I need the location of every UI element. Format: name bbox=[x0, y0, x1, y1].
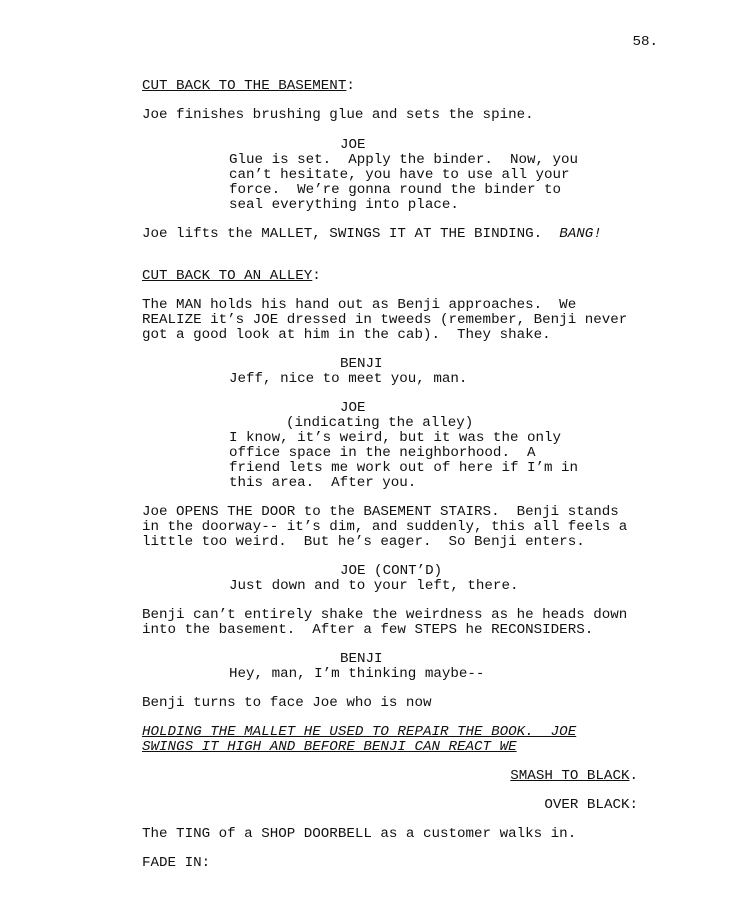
dialogue-line: Glue is set. Apply the binder. Now, you bbox=[229, 152, 579, 168]
action-line: Benji turns to face Joe who is now bbox=[142, 695, 432, 711]
page-number: 58. bbox=[632, 34, 658, 50]
action-line: Joe finishes brushing glue and sets the spine. bbox=[142, 107, 534, 123]
transition-text: SMASH TO BLACK bbox=[510, 768, 630, 784]
action-text: Joe lifts the MALLET, SWINGS IT AT THE BINDING. bbox=[142, 226, 543, 242]
dialogue-line: Jeff, nice to meet you, man. bbox=[229, 371, 468, 387]
scene-heading-text: CUT BACK TO AN ALLEY bbox=[142, 268, 313, 284]
action-line: in the doorway-- it’s dim, and suddenly, this all feels a bbox=[142, 519, 628, 535]
character-name: BENJI bbox=[340, 651, 383, 667]
scene-heading-colon: : bbox=[312, 268, 321, 284]
scene-heading bbox=[142, 268, 321, 284]
dialogue-line: can’t hesitate, you have to use all your bbox=[229, 167, 570, 183]
transition: FADE IN: bbox=[142, 855, 211, 871]
action-line: got a good look at him in the cab). They shake. bbox=[142, 327, 551, 343]
action-line: SWINGS IT HIGH AND BEFORE BENJI CAN REACT WE bbox=[142, 739, 517, 755]
scene-heading-colon: : bbox=[346, 78, 355, 94]
transition: OVER BLACK: bbox=[544, 797, 638, 813]
action-line: into the basement. After a few STEPS he RECONSIDERS. bbox=[142, 622, 594, 638]
action-line: The TING of a SHOP DOORBELL as a customer walks in. bbox=[142, 826, 577, 842]
dialogue-line: Hey, man, I’m thinking maybe-- bbox=[229, 666, 485, 682]
scene-heading bbox=[142, 78, 355, 94]
action-emphasis: BANG! bbox=[559, 226, 602, 242]
dialogue-line: I know, it’s weird, but it was the only bbox=[229, 430, 562, 446]
parenthetical: (indicating the alley) bbox=[286, 415, 474, 431]
character-name: JOE bbox=[340, 400, 366, 416]
transition-period: . bbox=[629, 768, 638, 784]
dialogue-line: this area. After you. bbox=[229, 475, 417, 491]
character-name: JOE bbox=[340, 137, 366, 153]
character-name: BENJI bbox=[340, 356, 383, 372]
action-line: little too weird. But he’s eager. So Benji enters. bbox=[142, 534, 585, 550]
transition bbox=[510, 768, 638, 784]
dialogue-line: Just down and to your left, there. bbox=[229, 578, 519, 594]
dialogue-line: friend lets me work out of here if I’m in bbox=[229, 460, 579, 476]
dialogue-line: force. We’re gonna round the binder to bbox=[229, 182, 562, 198]
action-line: HOLDING THE MALLET HE USED TO REPAIR THE BOOK. JOE bbox=[142, 724, 577, 740]
action-line: Joe OPENS THE DOOR to the BASEMENT STAIRS. Benji stands bbox=[142, 504, 619, 520]
action-line bbox=[142, 226, 602, 242]
dialogue-line: seal everything into place. bbox=[229, 197, 459, 213]
dialogue-line: office space in the neighborhood. A bbox=[229, 445, 536, 461]
character-name: JOE (CONT’D) bbox=[340, 563, 443, 579]
action-line: Benji can’t entirely shake the weirdness as he heads down bbox=[142, 607, 628, 623]
action-line: REALIZE it’s JOE dressed in tweeds (remember, Benji never bbox=[142, 312, 628, 328]
action-line: The MAN holds his hand out as Benji approaches. We bbox=[142, 297, 577, 313]
scene-heading-text: CUT BACK TO THE BASEMENT bbox=[142, 78, 347, 94]
